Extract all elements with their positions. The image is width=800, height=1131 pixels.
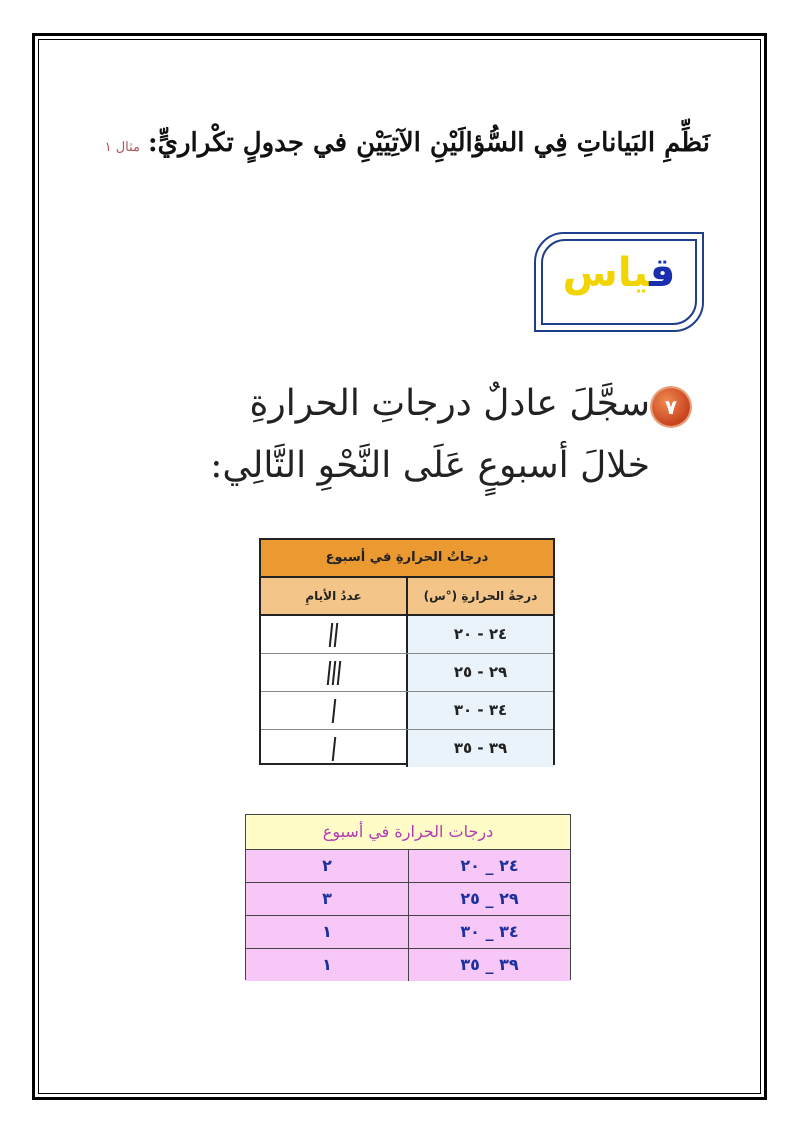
frequency-table bbox=[245, 814, 571, 980]
table-row bbox=[261, 730, 553, 767]
tally-mark bbox=[326, 661, 331, 685]
section-label-part1: ق bbox=[649, 250, 676, 296]
tally-marks bbox=[261, 616, 408, 653]
table-row bbox=[246, 850, 570, 883]
section-label-part3: س bbox=[562, 250, 618, 296]
tally-table-title: درجاتُ الحرارةِ في أسبوع bbox=[261, 540, 553, 578]
temperature-range: ٣٤ _ ٣٠ bbox=[460, 922, 519, 941]
tally-table-body bbox=[261, 616, 553, 767]
frequency-table-body bbox=[246, 850, 570, 981]
example-reference: مثال ١ bbox=[104, 140, 141, 155]
tally-table-header bbox=[261, 578, 553, 616]
problem-number-badge: ٧ bbox=[652, 388, 690, 426]
table-row bbox=[261, 692, 553, 730]
temperature-range: ٢٩ - ٢٥ bbox=[408, 654, 553, 691]
temperature-range: ٣٩ _ ٣٥ bbox=[460, 955, 519, 974]
frequency-table-title: درجات الحرارة في أسبوع bbox=[246, 815, 570, 850]
section-label bbox=[541, 250, 697, 296]
tally-mark bbox=[331, 661, 336, 685]
day-count: ١ bbox=[246, 949, 409, 981]
tally-marks bbox=[261, 654, 408, 691]
tally-mark bbox=[331, 737, 336, 761]
temperature-range: ٢٩ _ ٢٥ bbox=[460, 889, 519, 908]
tally-marks bbox=[261, 692, 408, 729]
table-row bbox=[261, 654, 553, 692]
section-label-part2: يا bbox=[617, 250, 650, 296]
temperature-range: ٣٩ - ٣٥ bbox=[408, 730, 553, 767]
temperature-range: ٣٤ - ٣٠ bbox=[408, 692, 553, 729]
tally-mark bbox=[329, 623, 334, 647]
instruction-text: نَظِّمِ البَياناتِ فِي السُّؤالَيْنِ الآتِيَيْنِ في جدولٍ تكْراريٍّ: bbox=[148, 128, 710, 158]
tally-mark bbox=[331, 699, 336, 723]
tally-mark bbox=[334, 623, 339, 647]
table-row bbox=[261, 616, 553, 654]
problem-line-1: سجَّلَ عادلٌ درجاتِ الحرارةِ bbox=[249, 383, 650, 424]
table-row bbox=[246, 916, 570, 949]
temperature-range: ٢٤ - ٢٠ bbox=[408, 616, 553, 653]
problem-line-2: خلالَ أسبوعٍ عَلَى النَّحْوِ التَّالِي: bbox=[210, 445, 650, 486]
temperature-range: ٢٤ _ ٢٠ bbox=[460, 856, 519, 875]
table-row bbox=[246, 949, 570, 981]
tally-table bbox=[259, 538, 555, 765]
column-temperature-header: درجةُ الحرارةِ (°س) bbox=[423, 589, 538, 603]
instruction-line bbox=[105, 128, 710, 158]
day-count: ٣ bbox=[246, 883, 409, 915]
day-count: ١ bbox=[246, 916, 409, 948]
problem-text bbox=[210, 373, 650, 497]
table-row bbox=[246, 883, 570, 916]
day-count: ٢ bbox=[246, 850, 409, 882]
column-days-header: عددُ الأيامِ bbox=[261, 578, 408, 614]
tally-marks bbox=[261, 730, 408, 767]
tally-mark bbox=[336, 661, 341, 685]
